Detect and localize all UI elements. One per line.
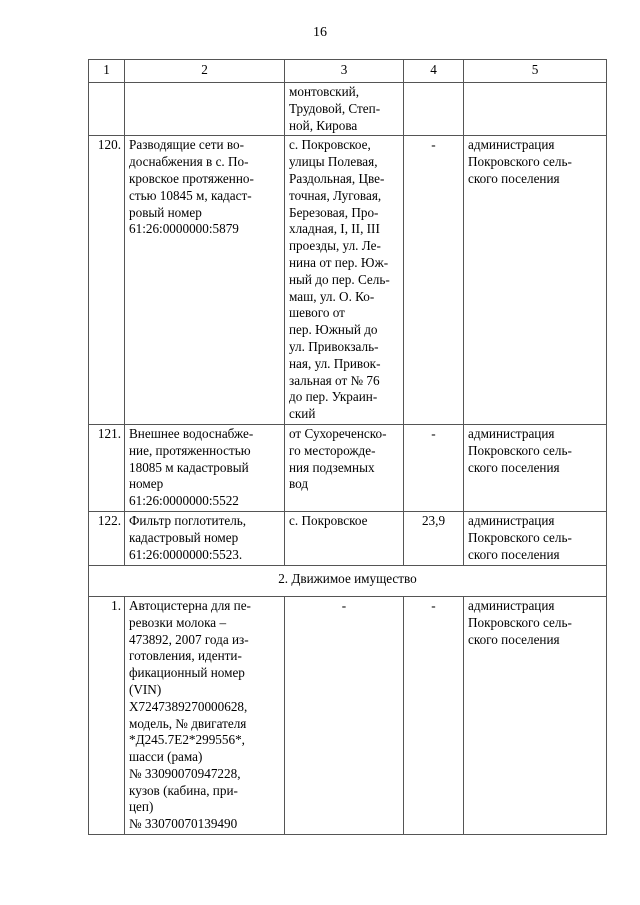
name-cell: Разводящие сети во- доснабжения в с. По- кровское протяженно- стью 10845 м, кадаст- ровый номер 61:26:0000000:5879 — [125, 136, 285, 425]
header-cell: 5 — [464, 60, 607, 83]
name-cell — [125, 83, 285, 136]
name-cell: Автоцистерна для пе- ревозки молока – 473892, 2007 года из- готовления, иденти- фикационный номер (VIN) X7247389270000628, модель, № двигателя *Д245.7Е2*299556*, шасси (рама) № 33090070947228, кузов (кабина, при- цеп) № 33070070139490 — [125, 596, 285, 834]
section-title: 2. Движимое имущество — [89, 565, 607, 596]
table-row — [89, 596, 607, 834]
header-cell: 3 — [285, 60, 404, 83]
header-cell: 1 — [89, 60, 125, 83]
table-row — [89, 424, 607, 511]
holder-cell — [464, 83, 607, 136]
holder-cell: администрация Покровского сель- ского поселения — [464, 424, 607, 511]
holder-cell: администрация Покровского сель- ского поселения — [464, 596, 607, 834]
address-cell: от Сухореченско- го месторожде- ния подземных вод — [285, 424, 404, 511]
area-cell — [404, 83, 464, 136]
address-cell: монтовский, Трудовой, Степ- ной, Кирова — [285, 83, 404, 136]
address-cell: - — [285, 596, 404, 834]
name-cell: Внешнее водоснабже- ние, протяженностью 18085 м кадастровый номер 61:26:0000000:5522 — [125, 424, 285, 511]
num-cell: 122. — [89, 511, 125, 565]
section-row — [89, 565, 607, 596]
table-row-continuation — [89, 83, 607, 136]
address-cell: с. Покровское, улицы Полевая, Раздольная, Цве- точная, Луговая, Березовая, Про- хладная, I, II, III проезды, ул. Ле- нина от пер. Юж- ный до пер. Сель- маш, ул. О. Ко- шевого от пер. Южный до ул. Привокзаль- ная, ул. Привок- зальная от № 76 до пер. Украин- ский — [285, 136, 404, 425]
header-cell: 4 — [404, 60, 464, 83]
header-cell: 2 — [125, 60, 285, 83]
area-cell: - — [404, 136, 464, 425]
address-cell: с. Покровское — [285, 511, 404, 565]
area-cell: - — [404, 596, 464, 834]
holder-cell: администрация Покровского сель- ского поселения — [464, 136, 607, 425]
table-row — [89, 511, 607, 565]
table-header-row — [89, 60, 607, 83]
num-cell: 120. — [89, 136, 125, 425]
num-cell — [89, 83, 125, 136]
page-number: 16 — [313, 25, 327, 40]
num-cell: 121. — [89, 424, 125, 511]
area-cell: - — [404, 424, 464, 511]
property-table — [88, 59, 607, 835]
holder-cell: администрация Покровского сель- ского поселения — [464, 511, 607, 565]
num-cell: 1. — [89, 596, 125, 834]
table-row — [89, 136, 607, 425]
area-cell: 23,9 — [404, 511, 464, 565]
name-cell: Фильтр поглотитель, кадастровый номер 61:26:0000000:5523. — [125, 511, 285, 565]
